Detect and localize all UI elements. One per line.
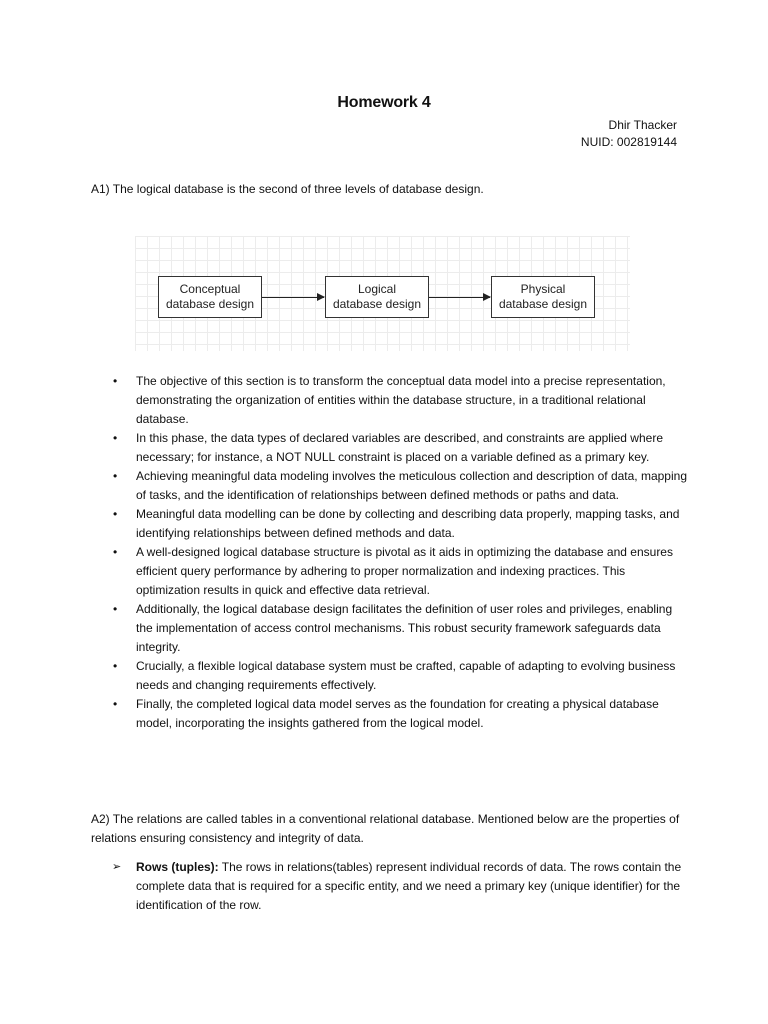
nuid: NUID: 002819144 [580, 135, 677, 149]
document-title: Homework 4 [337, 94, 431, 111]
arrow-bullet-icon: ➢ [112, 861, 122, 873]
list-item-text: The objective of this section is to transform the conceptual data model into a precise representation, demonstrating the organization of entities within the database structure, in a traditional relational database. [136, 374, 666, 426]
property-text: The rows in relations(tables) represent individual records of data. The rows contain the complete data that is required for a specific entity, and we need a primary key (unique identifier) for the identification of the row. [136, 860, 682, 912]
conceptual-box-line1: Conceptual [179, 282, 241, 296]
arrow-conceptual-to-logical [262, 297, 324, 298]
bullet-icon: • [113, 545, 118, 559]
list-item [91, 600, 691, 657]
list-item-text: Achieving meaningful data modeling involves the meticulous collection and description of data, mapping of tasks, and the identification of relationships between defined methods or paths and data. [136, 469, 687, 502]
a1-bullet-list [91, 372, 691, 733]
list-item [91, 429, 691, 467]
list-item-text: Meaningful data modelling can be done by collecting and describing data properly, mapping tasks, and identifying relationships between defined methods and data. [136, 507, 680, 540]
list-item [91, 657, 691, 695]
list-item-text: In this phase, the data types of declared variables are described, and constraints are applied where necessary; for instance, a NOT NULL constraint is placed on a variable defined as a primary key. [136, 431, 663, 464]
a2-property-list [91, 858, 691, 915]
logical-box-line2: database design [332, 297, 422, 311]
arrow-logical-to-physical [429, 297, 490, 298]
list-item-text: Finally, the completed logical data model serves as the foundation for creating a physical database model, incorporating the insights gathered from the logical model. [136, 697, 659, 730]
list-item [91, 543, 691, 600]
bullet-icon: • [113, 469, 118, 483]
physical-design-box [491, 276, 595, 318]
list-item-text: Additionally, the logical database design facilitates the definition of user roles and privileges, enabling the implementation of access control mechanisms. This robust security framework safeguards data integrity. [136, 602, 673, 654]
physical-box-line1: Physical [520, 282, 566, 296]
conceptual-design-box [158, 276, 262, 318]
bullet-icon: • [113, 507, 118, 521]
logical-design-box [325, 276, 429, 318]
list-item [91, 372, 691, 429]
design-levels-diagram [135, 236, 630, 351]
physical-box-line2: database design [498, 297, 588, 311]
logical-box-line1: Logical [357, 282, 397, 296]
list-item [91, 467, 691, 505]
a2-intro: A2) The relations are called tables in a conventional relational database. Mentioned below are the properties of relations ensuring consistency and integrity of data. [91, 812, 680, 845]
bullet-icon: • [113, 602, 118, 616]
list-item-text: A well-designed logical database structure is pivotal as it aids in optimizing the database and ensures efficient query performance by adhering to proper normalization and indexing practices. This optimization results in quick and effective data retrieval. [136, 545, 673, 597]
conceptual-box-line2: database design [165, 297, 255, 311]
bullet-icon: • [113, 697, 118, 711]
bullet-icon: • [113, 431, 118, 445]
bullet-icon: • [113, 374, 118, 388]
list-item-text: Crucially, a flexible logical database system must be crafted, capable of adapting to evolving business needs and changing requirements effectively. [136, 659, 676, 692]
a1-intro: A1) The logical database is the second of three levels of database design. [91, 182, 484, 196]
list-item [91, 695, 691, 733]
property-term: Rows (tuples): [136, 860, 219, 874]
list-item [91, 505, 691, 543]
author-name: Dhir Thacker [608, 118, 677, 132]
list-item [91, 858, 691, 915]
bullet-icon: • [113, 659, 118, 673]
author-block [581, 117, 677, 151]
